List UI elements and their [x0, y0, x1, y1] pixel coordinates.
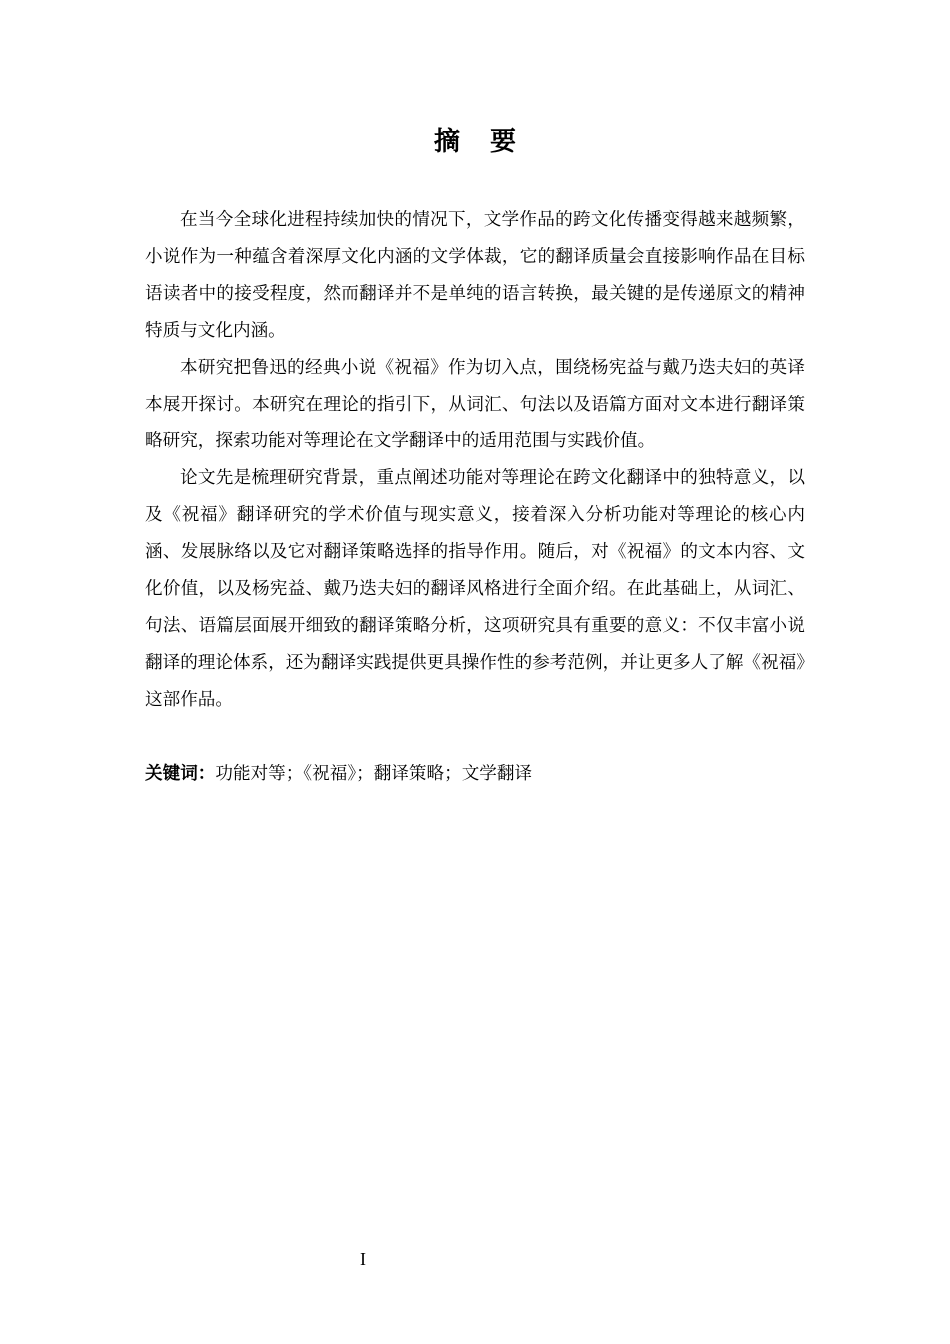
abstract-paragraph-2: 本研究把鲁迅的经典小说《祝福》作为切入点，围绕杨宪益与戴乃迭夫妇的英译本展开探讨。本研究在理论的指引下，从词汇、句法以及语篇方面对文本进行翻译策略研究，探索功能对等理论在文学翻译中的适用范围与实践价值。 — [145, 357, 805, 452]
abstract-title — [0, 122, 950, 162]
abstract-title-char-2: 要 — [490, 127, 517, 157]
abstract-paragraph-3: 论文先是梳理研究背景，重点阐述功能对等理论在跨文化翻译中的独特意义，以及《祝福》翻译研究的学术价值与现实意义，接着深入分析功能对等理论的核心内涵、发展脉络以及它对翻译策略选择的指导作用。随后，对《祝福》的文本内容、文化价值，以及杨宪益、戴乃迭夫妇的翻译风格进行全面介绍。在此基础上，从词汇、句法、语篇层面展开细致的翻译策略分析，这项研究具有重要的意义：不仅丰富小说翻译的理论体系，还为翻译实践提供更具操作性的参考范例，并让更多人了解《祝福》这部作品。 — [145, 468, 805, 710]
keywords-text: 功能对等；《祝福》；翻译策略；文学翻译 — [215, 764, 533, 784]
abstract-paragraph-1: 在当今全球化进程持续加快的情况下，文学作品的跨文化传播变得越来越频繁，小说作为一种蕴含着深厚文化内涵的文学体裁，它的翻译质量会直接影响作品在目标语读者中的接受程度，然而翻译并不是单纯的语言转换，最关键的是传递原文的精神特质与文化内涵。 — [145, 210, 805, 341]
abstract-body — [145, 202, 805, 719]
keywords-line — [145, 759, 805, 789]
keywords-label: 关键词： — [145, 764, 216, 784]
page-number: I — [360, 1249, 366, 1269]
abstract-title-char-1: 摘 — [433, 127, 460, 157]
